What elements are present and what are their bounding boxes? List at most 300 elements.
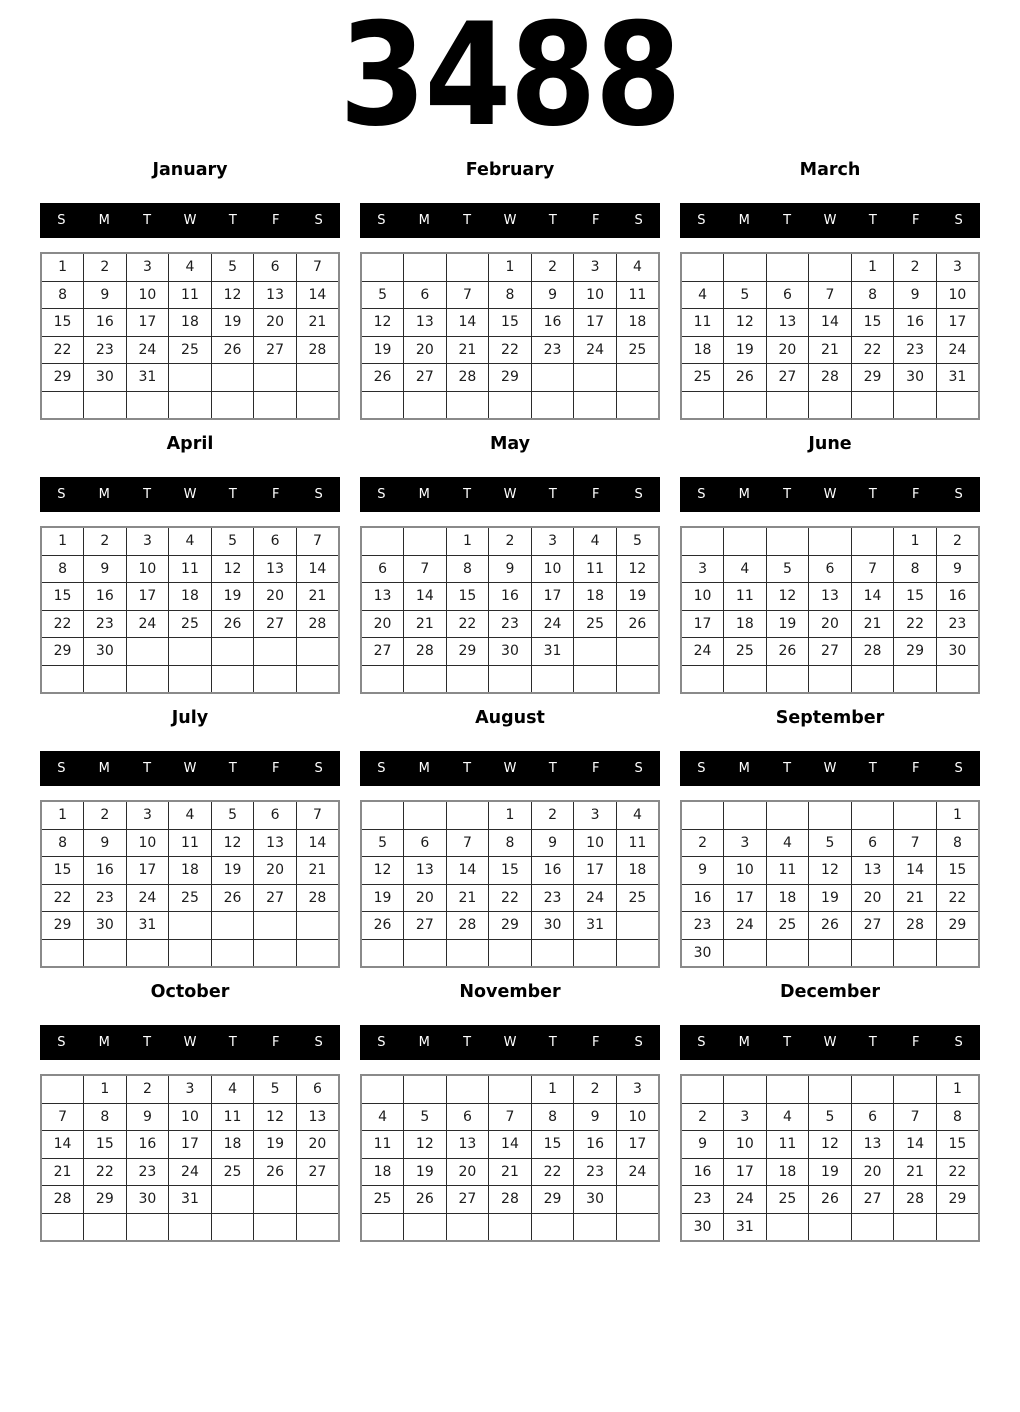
day-cell: 9 <box>84 281 127 309</box>
day-cell: 15 <box>489 857 532 885</box>
day-cell: 17 <box>681 610 724 638</box>
week-row <box>361 309 659 337</box>
day-cell: 4 <box>681 281 724 309</box>
weekday-cell: T <box>143 487 152 502</box>
empty-day-cell <box>41 939 84 967</box>
week-row <box>41 857 339 885</box>
day-cell: 23 <box>936 610 979 638</box>
day-cell: 16 <box>84 857 127 885</box>
weekday-header <box>40 477 340 512</box>
day-cell: 24 <box>126 884 169 912</box>
empty-day-cell <box>489 391 532 419</box>
day-cell: 20 <box>766 336 809 364</box>
empty-day-cell <box>211 1213 254 1241</box>
week-row <box>41 1158 339 1186</box>
weekday-cell: F <box>911 487 920 502</box>
day-cell: 17 <box>126 583 169 611</box>
empty-day-cell <box>211 391 254 419</box>
weekday-cell: F <box>591 761 600 776</box>
month-block-march <box>680 158 980 420</box>
day-cell: 10 <box>936 281 979 309</box>
week-row <box>361 253 659 281</box>
weekday-cell: M <box>738 213 750 228</box>
day-cell: 23 <box>531 336 574 364</box>
empty-day-cell <box>169 638 212 666</box>
day-cell: 17 <box>936 309 979 337</box>
day-cell: 21 <box>296 583 339 611</box>
day-cell: 26 <box>766 638 809 666</box>
day-cell: 18 <box>361 1158 404 1186</box>
empty-day-cell <box>724 253 767 281</box>
day-cell: 1 <box>41 801 84 829</box>
day-cell: 11 <box>361 1131 404 1159</box>
empty-day-cell <box>489 1213 532 1241</box>
day-cell: 26 <box>211 884 254 912</box>
week-row <box>681 1158 979 1186</box>
weekday-cell: W <box>183 1035 197 1050</box>
day-cell: 17 <box>126 309 169 337</box>
empty-day-cell <box>361 253 404 281</box>
day-cell: 30 <box>531 912 574 940</box>
weekday-cell: S <box>57 213 66 228</box>
day-cell: 18 <box>724 610 767 638</box>
week-row <box>41 336 339 364</box>
day-cell: 6 <box>254 527 297 555</box>
day-cell: 22 <box>446 610 489 638</box>
month-table <box>680 1074 980 1242</box>
day-cell: 16 <box>936 583 979 611</box>
day-cell: 25 <box>574 610 617 638</box>
week-row <box>41 912 339 940</box>
empty-day-cell <box>766 527 809 555</box>
week-row <box>681 583 979 611</box>
day-cell: 3 <box>724 829 767 857</box>
day-cell: 24 <box>126 336 169 364</box>
week-row <box>361 857 659 885</box>
day-cell: 7 <box>446 829 489 857</box>
week-row <box>361 364 659 392</box>
day-cell: 14 <box>296 555 339 583</box>
month-title: January <box>152 160 228 180</box>
day-cell: 2 <box>574 1075 617 1103</box>
day-cell: 9 <box>681 1131 724 1159</box>
day-cell: 30 <box>894 364 937 392</box>
weekday-cell: F <box>271 761 280 776</box>
empty-day-cell <box>211 939 254 967</box>
day-cell: 2 <box>126 1075 169 1103</box>
day-cell: 21 <box>446 884 489 912</box>
day-cell: 17 <box>574 857 617 885</box>
day-cell: 19 <box>211 583 254 611</box>
day-cell: 26 <box>361 364 404 392</box>
day-cell: 16 <box>531 857 574 885</box>
weekday-cell: F <box>911 1035 920 1050</box>
day-cell: 20 <box>296 1131 339 1159</box>
day-cell: 25 <box>681 364 724 392</box>
empty-day-cell <box>254 391 297 419</box>
month-table <box>40 800 340 968</box>
day-cell: 10 <box>531 555 574 583</box>
day-cell: 8 <box>489 829 532 857</box>
day-cell: 8 <box>41 555 84 583</box>
day-cell: 4 <box>169 801 212 829</box>
day-cell: 5 <box>254 1075 297 1103</box>
day-cell: 23 <box>84 336 127 364</box>
day-cell: 26 <box>724 364 767 392</box>
empty-day-cell <box>681 1075 724 1103</box>
day-cell: 22 <box>489 336 532 364</box>
weekday-cell: T <box>868 761 877 776</box>
week-row <box>41 884 339 912</box>
day-cell: 29 <box>446 638 489 666</box>
weekday-cell: F <box>911 213 920 228</box>
day-cell: 23 <box>531 884 574 912</box>
weekday-cell: S <box>954 487 963 502</box>
empty-day-cell <box>531 391 574 419</box>
month-title: April <box>166 434 214 454</box>
day-cell: 29 <box>531 1186 574 1214</box>
weekday-cell: S <box>954 761 963 776</box>
weekday-header <box>360 203 660 238</box>
day-cell: 21 <box>489 1158 532 1186</box>
weekday-cell: W <box>823 761 837 776</box>
day-cell: 23 <box>84 610 127 638</box>
day-cell: 2 <box>681 829 724 857</box>
empty-day-cell <box>724 527 767 555</box>
day-cell: 2 <box>936 527 979 555</box>
day-cell: 19 <box>361 884 404 912</box>
month-table <box>360 1074 660 1242</box>
day-cell: 27 <box>254 884 297 912</box>
day-cell: 17 <box>531 583 574 611</box>
weekday-header <box>360 1025 660 1060</box>
day-cell: 29 <box>41 364 84 392</box>
day-cell: 16 <box>84 583 127 611</box>
weekday-cell: F <box>591 487 600 502</box>
day-cell: 13 <box>404 309 447 337</box>
empty-day-cell <box>936 939 979 967</box>
empty-day-cell <box>126 391 169 419</box>
day-cell: 9 <box>936 555 979 583</box>
day-cell: 23 <box>681 912 724 940</box>
week-row <box>681 801 979 829</box>
empty-day-cell <box>809 939 852 967</box>
day-cell: 1 <box>936 1075 979 1103</box>
day-cell: 15 <box>936 857 979 885</box>
weekday-cell: S <box>57 1035 66 1050</box>
day-cell: 11 <box>169 555 212 583</box>
empty-day-cell <box>361 391 404 419</box>
day-cell: 24 <box>531 610 574 638</box>
day-cell: 25 <box>169 610 212 638</box>
day-cell: 1 <box>851 253 894 281</box>
weekday-header <box>360 751 660 786</box>
day-cell: 12 <box>361 857 404 885</box>
weekday-cell: S <box>697 213 706 228</box>
empty-day-cell <box>84 1213 127 1241</box>
day-cell: 13 <box>254 555 297 583</box>
empty-day-cell <box>169 912 212 940</box>
empty-day-cell <box>126 1213 169 1241</box>
day-cell: 22 <box>936 1158 979 1186</box>
week-row <box>41 555 339 583</box>
day-cell: 15 <box>84 1131 127 1159</box>
empty-day-cell <box>766 1213 809 1241</box>
day-cell: 3 <box>126 527 169 555</box>
day-cell: 31 <box>724 1213 767 1241</box>
day-cell: 5 <box>616 527 659 555</box>
day-cell: 14 <box>446 309 489 337</box>
day-cell: 24 <box>126 610 169 638</box>
day-cell: 23 <box>84 884 127 912</box>
empty-day-cell <box>574 364 617 392</box>
day-cell: 26 <box>211 336 254 364</box>
day-cell: 19 <box>211 857 254 885</box>
day-cell: 14 <box>296 829 339 857</box>
weekday-cell: M <box>418 487 430 502</box>
weekday-cell: W <box>183 487 197 502</box>
empty-day-cell <box>851 391 894 419</box>
empty-day-cell <box>616 638 659 666</box>
day-cell: 22 <box>41 336 84 364</box>
day-cell: 24 <box>724 1186 767 1214</box>
day-cell: 28 <box>404 638 447 666</box>
day-cell: 22 <box>894 610 937 638</box>
week-row <box>41 829 339 857</box>
empty-day-cell <box>724 939 767 967</box>
empty-day-cell <box>404 1075 447 1103</box>
weekday-cell: W <box>503 761 517 776</box>
day-cell: 5 <box>404 1103 447 1131</box>
weekday-header <box>40 751 340 786</box>
day-cell: 19 <box>361 336 404 364</box>
week-row <box>681 364 979 392</box>
weekday-cell: T <box>868 213 877 228</box>
day-cell: 28 <box>296 884 339 912</box>
day-cell: 9 <box>574 1103 617 1131</box>
day-cell: 6 <box>851 829 894 857</box>
month-title: June <box>808 434 852 454</box>
month-table <box>40 526 340 694</box>
day-cell: 2 <box>894 253 937 281</box>
day-cell: 29 <box>489 912 532 940</box>
weekday-cell: W <box>183 213 197 228</box>
empty-day-cell <box>851 1213 894 1241</box>
day-cell: 7 <box>296 527 339 555</box>
day-cell: 30 <box>574 1186 617 1214</box>
weekday-cell: M <box>418 1035 430 1050</box>
empty-day-cell <box>936 1213 979 1241</box>
empty-day-cell <box>809 665 852 693</box>
day-cell: 25 <box>766 912 809 940</box>
day-cell: 26 <box>404 1186 447 1214</box>
month-table <box>360 252 660 420</box>
empty-day-cell <box>724 801 767 829</box>
week-row <box>41 583 339 611</box>
weekday-cell: T <box>228 761 237 776</box>
week-row <box>361 391 659 419</box>
weekday-cell: S <box>377 761 386 776</box>
weekday-cell: S <box>697 761 706 776</box>
empty-day-cell <box>126 939 169 967</box>
day-cell: 12 <box>616 555 659 583</box>
day-cell: 31 <box>936 364 979 392</box>
empty-day-cell <box>404 665 447 693</box>
weekday-cell: T <box>548 1035 557 1050</box>
day-cell: 24 <box>616 1158 659 1186</box>
empty-day-cell <box>211 638 254 666</box>
weekday-cell: T <box>548 487 557 502</box>
day-cell: 9 <box>531 281 574 309</box>
day-cell: 19 <box>404 1158 447 1186</box>
day-cell: 10 <box>169 1103 212 1131</box>
day-cell: 26 <box>254 1158 297 1186</box>
week-row <box>41 281 339 309</box>
empty-day-cell <box>489 1075 532 1103</box>
day-cell: 5 <box>211 253 254 281</box>
weekday-cell: S <box>377 213 386 228</box>
week-row <box>681 527 979 555</box>
day-cell: 7 <box>296 253 339 281</box>
weekday-cell: T <box>783 761 792 776</box>
weekday-cell: T <box>868 487 877 502</box>
empty-day-cell <box>766 1075 809 1103</box>
week-row <box>41 610 339 638</box>
day-cell: 22 <box>41 610 84 638</box>
day-cell: 6 <box>809 555 852 583</box>
day-cell: 1 <box>936 801 979 829</box>
weekday-cell: T <box>783 487 792 502</box>
day-cell: 5 <box>211 801 254 829</box>
day-cell: 4 <box>616 253 659 281</box>
day-cell: 4 <box>169 527 212 555</box>
empty-day-cell <box>616 364 659 392</box>
week-row <box>41 801 339 829</box>
day-cell: 15 <box>446 583 489 611</box>
month-block-june <box>680 432 980 694</box>
empty-day-cell <box>894 801 937 829</box>
empty-day-cell <box>809 1075 852 1103</box>
month-table <box>360 800 660 968</box>
day-cell: 24 <box>681 638 724 666</box>
empty-day-cell <box>404 527 447 555</box>
empty-day-cell <box>894 391 937 419</box>
empty-day-cell <box>361 1075 404 1103</box>
day-cell: 8 <box>84 1103 127 1131</box>
weekday-header <box>680 203 980 238</box>
weekday-cell: W <box>823 487 837 502</box>
empty-day-cell <box>254 939 297 967</box>
empty-day-cell <box>489 939 532 967</box>
month-table <box>680 252 980 420</box>
empty-day-cell <box>41 1213 84 1241</box>
day-cell: 11 <box>574 555 617 583</box>
day-cell: 3 <box>531 527 574 555</box>
empty-day-cell <box>169 665 212 693</box>
day-cell: 21 <box>851 610 894 638</box>
day-cell: 5 <box>724 281 767 309</box>
day-cell: 30 <box>936 638 979 666</box>
empty-day-cell <box>41 1075 84 1103</box>
empty-day-cell <box>724 391 767 419</box>
day-cell: 29 <box>84 1186 127 1214</box>
empty-day-cell <box>404 253 447 281</box>
weekday-cell: W <box>503 487 517 502</box>
day-cell: 21 <box>894 884 937 912</box>
day-cell: 17 <box>574 309 617 337</box>
day-cell: 25 <box>211 1158 254 1186</box>
day-cell: 20 <box>254 583 297 611</box>
day-cell: 10 <box>126 829 169 857</box>
day-cell: 23 <box>894 336 937 364</box>
week-row <box>41 1131 339 1159</box>
day-cell: 13 <box>254 281 297 309</box>
weekday-cell: S <box>314 1035 323 1050</box>
day-cell: 18 <box>211 1131 254 1159</box>
empty-day-cell <box>851 801 894 829</box>
empty-day-cell <box>894 1213 937 1241</box>
day-cell: 11 <box>724 583 767 611</box>
day-cell: 8 <box>446 555 489 583</box>
day-cell: 4 <box>616 801 659 829</box>
weekday-cell: T <box>548 213 557 228</box>
empty-day-cell <box>574 665 617 693</box>
day-cell: 10 <box>574 281 617 309</box>
day-cell: 11 <box>766 1131 809 1159</box>
month-block-october <box>40 980 340 1242</box>
empty-day-cell <box>681 253 724 281</box>
day-cell: 9 <box>681 857 724 885</box>
weekday-cell: M <box>98 761 110 776</box>
weekday-cell: S <box>314 213 323 228</box>
day-cell: 10 <box>724 857 767 885</box>
day-cell: 13 <box>296 1103 339 1131</box>
weekday-cell: M <box>738 1035 750 1050</box>
week-row <box>41 939 339 967</box>
month-title: July <box>171 708 209 728</box>
empty-day-cell <box>936 391 979 419</box>
day-cell: 1 <box>489 801 532 829</box>
day-cell: 17 <box>616 1131 659 1159</box>
day-cell: 31 <box>126 912 169 940</box>
month-block-january <box>40 158 340 420</box>
week-row <box>361 1213 659 1241</box>
weekday-cell: W <box>823 213 837 228</box>
weekday-header <box>40 203 340 238</box>
month-table <box>40 1074 340 1242</box>
day-cell: 20 <box>851 1158 894 1186</box>
day-cell: 31 <box>531 638 574 666</box>
day-cell: 13 <box>851 857 894 885</box>
day-cell: 16 <box>681 1158 724 1186</box>
day-cell: 22 <box>851 336 894 364</box>
weekday-cell: M <box>738 761 750 776</box>
empty-day-cell <box>296 1213 339 1241</box>
day-cell: 19 <box>724 336 767 364</box>
weekday-cell: T <box>463 761 472 776</box>
day-cell: 12 <box>404 1131 447 1159</box>
empty-day-cell <box>169 364 212 392</box>
month-block-february <box>360 158 660 420</box>
week-row <box>681 253 979 281</box>
empty-day-cell <box>446 1075 489 1103</box>
empty-day-cell <box>254 364 297 392</box>
day-cell: 3 <box>126 801 169 829</box>
weekday-cell: S <box>697 487 706 502</box>
empty-day-cell <box>361 1213 404 1241</box>
day-cell: 31 <box>169 1186 212 1214</box>
weekday-cell: M <box>98 213 110 228</box>
